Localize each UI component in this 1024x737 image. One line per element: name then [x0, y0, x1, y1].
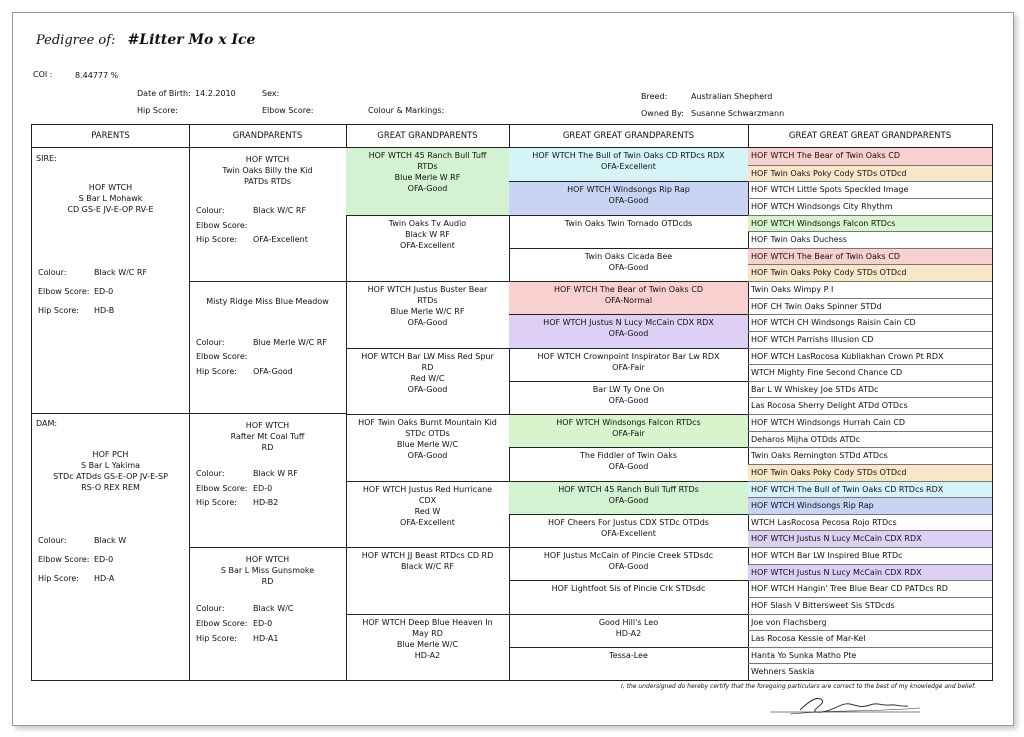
great-great-great-grandparent-row: Twin Oaks Wimpy P I: [748, 281, 992, 298]
col-great-great-great-grandparents: GREAT GREAT GREAT GRANDPARENTS: [748, 125, 992, 148]
great-great-great-grandparent-row: HOF WTCH Justus N Lucy McCain CDX RDX: [748, 530, 992, 547]
coi-label: COI :: [33, 70, 53, 79]
dam-hip: HD-A: [94, 574, 115, 583]
gp-hip-label: Hip Score:: [196, 498, 237, 507]
grandparent-name: HOF WTCH Rafter Mt Coal Tuff RD: [230, 421, 305, 452]
owner-value: Susanne Schwarzmann: [691, 109, 785, 118]
gp-colour-label: Colour:: [196, 206, 225, 215]
great-great-great-grandparent-row: HOF WTCH The Bull of Twin Oaks CD RTDcs RDX: [748, 481, 992, 498]
elbow-label: Elbow Score:: [262, 106, 314, 115]
great-grandparent-cell: HOF Twin Oaks Burnt Mountain Kid STDc OTDs Blue Merle W/C OFA-Good: [346, 414, 509, 481]
great-great-grandparent-cell: HOF Justus McCain of Pincie Creek STDsdc OFA-Good: [509, 547, 748, 580]
colour-markings-label: Colour & Markings:: [368, 106, 445, 115]
dob-label: Date of Birth:: [137, 89, 191, 98]
great-great-great-grandparent-row: HOF WTCH Hangin' Tree Blue Bear CD PATDcs RD: [748, 580, 992, 597]
sire-hip: HD-B: [94, 306, 115, 315]
dam-colour: Black W: [94, 536, 127, 545]
great-great-great-grandparent-row: Joe von Flachsberg: [748, 614, 992, 631]
gp-hip: HD-A1: [253, 634, 279, 643]
gp-elbow-label: Elbow Score:: [196, 619, 248, 628]
great-great-great-grandparent-row: HOF WTCH The Bear of Twin Oaks CD: [748, 248, 992, 265]
great-great-great-grandparent-row: HOF Twin Oaks Poky Cody STDs OTDcd: [748, 464, 992, 481]
great-great-great-grandparent-row: HOF Twin Oaks Poky Cody STDs OTDcd: [748, 165, 992, 182]
great-great-great-grandparent-row: Twin Oaks Remington STDd ATDcs: [748, 447, 992, 464]
gp-hip-label: Hip Score:: [196, 235, 237, 244]
great-great-grandparent-cell: Good Hill's Leo HD-A2: [509, 614, 748, 647]
great-great-great-grandparent-row: HOF WTCH Little Spots Speckled Image: [748, 181, 992, 198]
title-prefix: Pedigree of:: [36, 33, 116, 48]
great-great-grandparent-cell: HOF WTCH Justus N Lucy McCain CDX RDX OFA-Good: [509, 314, 748, 347]
dam-name: HOF PCH S Bar L Yakima STDc ATDds GS-E-OP JV-E-SP RS-O REX REM: [53, 450, 168, 492]
sire-role: SIRE:: [36, 154, 57, 163]
great-great-great-grandparent-row: HOF WTCH Windsongs Falcon RTDcs: [748, 215, 992, 232]
great-great-great-grandparent-row: HOF WTCH Parrishs Illusion CD: [748, 331, 992, 348]
great-grandparent-cell: HOF WTCH Justus Buster Bear RTDs Blue Merle W/C RF OFA-Good: [346, 281, 509, 348]
sire-colour-label: Colour:: [38, 268, 67, 277]
great-grandparent-cell: HOF WTCH JJ Beast RTDcs CD RD Black W/C RF: [346, 547, 509, 614]
great-great-great-grandparent-row: HOF WTCH The Bear of Twin Oaks CD: [748, 148, 992, 165]
gp-colour: Black W/C RF: [253, 206, 307, 215]
great-great-great-grandparent-row: HOF WTCH Bar LW Inspired Blue RTDc: [748, 547, 992, 564]
great-great-great-grandparent-row: Bar L W Whiskey Joe STDs ATDc: [748, 381, 992, 398]
great-great-great-grandparent-row: HOF Slash V Bittersweet Sis STDcds: [748, 597, 992, 614]
col-grandparents: GRANDPARENTS: [189, 125, 346, 148]
grandparent-3: [189, 413, 346, 548]
pedigree-table: [31, 124, 993, 681]
gp-hip: OFA-Good: [253, 367, 293, 376]
great-great-great-grandparent-row: WTCH Mighty Fine Second Chance CD: [748, 364, 992, 381]
great-great-great-grandparent-row: Wehners Saskia: [748, 663, 992, 680]
gp-hip-label: Hip Score:: [196, 634, 237, 643]
great-great-grandparent-cell: HOF WTCH The Bull of Twin Oaks CD RTDcs RDX OFA-Excellent: [509, 148, 748, 181]
coi-value: 8.44777 %: [75, 71, 119, 80]
great-great-grandparent-cell: HOF WTCH Crownpoint Inspirator Bar Lw RDX OFA-Fair: [509, 348, 748, 381]
great-great-grandparent-cell: HOF WTCH The Bear of Twin Oaks CD OFA-Normal: [509, 281, 748, 314]
gp-colour-label: Colour:: [196, 469, 225, 478]
great-grandparent-cell: HOF WTCH Deep Blue Heaven In May RD Blue Merle W/C HD-A2: [346, 614, 509, 681]
grandparent-name: HOF WTCH S Bar L Miss Gunsmoke RD: [220, 555, 315, 586]
page-title: [36, 32, 255, 48]
great-great-grandparent-cell: HOF Cheers For Justus CDX STDc OTDds OFA-Excellent: [509, 514, 748, 547]
great-great-grandparent-cell: The Fiddler of Twin Oaks OFA-Good: [509, 447, 748, 480]
great-grandparent-cell: HOF WTCH Bar LW Miss Red Spur RD Red W/C OFA-Good: [346, 348, 509, 415]
dob-value: 14.2.2010: [195, 89, 236, 98]
great-great-grandparent-cell: HOF WTCH Windsongs Rip Rap OFA-Good: [509, 181, 748, 214]
grandparent-name: HOF WTCH Twin Oaks Billy the Kid PATDs RTDs: [222, 155, 313, 186]
great-great-great-grandparent-row: Las Rocosa Kessie of Mar-Kel: [748, 630, 992, 647]
gp-colour-label: Colour:: [196, 338, 225, 347]
gp-colour-label: Colour:: [196, 604, 225, 613]
sex-label: Sex:: [262, 89, 280, 98]
breed-label: Breed:: [641, 92, 668, 101]
great-great-grandparent-cell: HOF WTCH 45 Ranch Bull Tuff RTDs OFA-Good: [509, 481, 748, 514]
gp-elbow-label: Elbow Score:: [196, 484, 248, 493]
great-grandparent-cell: Twin Oaks Tv Audio Black W RF OFA-Excellent: [346, 215, 509, 282]
gp-elbow: ED-0: [253, 619, 273, 628]
hip-label: Hip Score:: [137, 106, 178, 115]
dam-hip-label: Hip Score:: [38, 574, 79, 583]
gp-colour: Blue Merle W/C RF: [253, 338, 327, 347]
dam-elbow-label: Elbow Score:: [38, 555, 90, 564]
breed-value: Australian Shepherd: [691, 92, 773, 101]
dam-elbow: ED-0: [94, 555, 114, 564]
owner-label: Owned By:: [641, 109, 684, 118]
great-great-great-grandparent-row: HOF WTCH Windsongs Rip Rap: [748, 497, 992, 514]
great-great-great-grandparent-row: Deharos Mijha OTDds ATDc: [748, 431, 992, 448]
litter-name: #Litter Mo x Ice: [127, 32, 256, 48]
col-parents: PARENTS: [32, 125, 189, 148]
great-great-great-grandparent-row: Hanta Yo Sunka Matho Pte: [748, 647, 992, 664]
col-great-great-grandparents: GREAT GREAT GRANDPARENTS: [509, 125, 748, 148]
gp-elbow-label: Elbow Score:: [196, 221, 248, 230]
great-great-great-grandparent-row: Las Rocosa Sherry Delight ATDd OTDcs: [748, 397, 992, 414]
great-great-grandparent-cell: Twin Oaks Cicada Bee OFA-Good: [509, 248, 748, 281]
certification-text: I, the undersigned do hereby certify that the foregoing particulars are correct to the best of my knowledge and belief.: [621, 683, 976, 690]
gp-elbow: ED-0: [253, 484, 273, 493]
great-great-grandparent-cell: Bar LW Ty One On OFA-Good: [509, 381, 748, 414]
great-great-grandparent-cell: Tessa-Lee: [509, 647, 748, 680]
gp-hip: HD-B2: [253, 498, 279, 507]
gp-colour: Black W RF: [253, 469, 298, 478]
great-great-grandparent-cell: Twin Oaks Twin Tornado OTDcds: [509, 215, 748, 248]
grandparent-name: Misty Ridge Miss Blue Meadow: [206, 297, 329, 306]
gp-hip: OFA-Excellent: [253, 235, 308, 244]
great-great-great-grandparent-row: HOF Twin Oaks Duchess: [748, 231, 992, 248]
great-great-great-grandparent-row: HOF WTCH CH Windsongs Raisin Cain CD: [748, 314, 992, 331]
gp-colour: Black W/C: [253, 604, 294, 613]
col-great-grandparents: GREAT GRANDPARENTS: [346, 125, 509, 148]
great-great-grandparent-cell: HOF Lightfoot Sis of Pincie Crk STDsdc: [509, 580, 748, 613]
sire-elbow: ED-0: [94, 287, 114, 296]
great-great-great-grandparent-row: HOF CH Twin Oaks Spinner STDd: [748, 298, 992, 315]
sire-colour: Black W/C RF: [94, 268, 148, 277]
great-grandparent-cell: HOF WTCH Justus Red Hurricane CDX Red W OFA-Excellent: [346, 481, 509, 548]
dam-role: DAM:: [36, 419, 58, 428]
great-great-great-grandparent-row: HOF WTCH Windsongs Hurrah Cain CD: [748, 414, 992, 431]
sire-elbow-label: Elbow Score:: [38, 287, 90, 296]
dam-colour-label: Colour:: [38, 536, 67, 545]
grandparent-2: [189, 281, 346, 414]
sire-name: HOF WTCH S Bar L Mohawk CD GS-E JV-E-OP RV-E: [67, 183, 154, 214]
great-grandparent-cell: HOF WTCH 45 Ranch Bull Tuff RTDs Blue Merle W RF OFA-Good: [346, 148, 509, 215]
great-great-great-grandparent-row: HOF Twin Oaks Poky Cody STDs OTDcd: [748, 264, 992, 281]
great-great-great-grandparent-row: HOF WTCH Justus N Lucy McCain CDX RDX: [748, 564, 992, 581]
great-great-grandparent-cell: HOF WTCH Windsongs Falcon RTDcs OFA-Fair: [509, 414, 748, 447]
gp-hip-label: Hip Score:: [196, 367, 237, 376]
signature-image: [770, 690, 930, 720]
sire-hip-label: Hip Score:: [38, 306, 79, 315]
grandparent-4: [189, 547, 346, 681]
grandparent-1: [189, 148, 346, 281]
great-great-great-grandparent-row: HOF WTCH Windsongs City Rhythm: [748, 198, 992, 215]
great-great-great-grandparent-row: HOF WTCH LasRocosa Kubliakhan Crown Pt RDX: [748, 348, 992, 365]
gp-elbow-label: Elbow Score:: [196, 352, 248, 361]
great-great-great-grandparent-row: WTCH LasRocosa Pecosa Rojo RTDcs: [748, 514, 992, 531]
